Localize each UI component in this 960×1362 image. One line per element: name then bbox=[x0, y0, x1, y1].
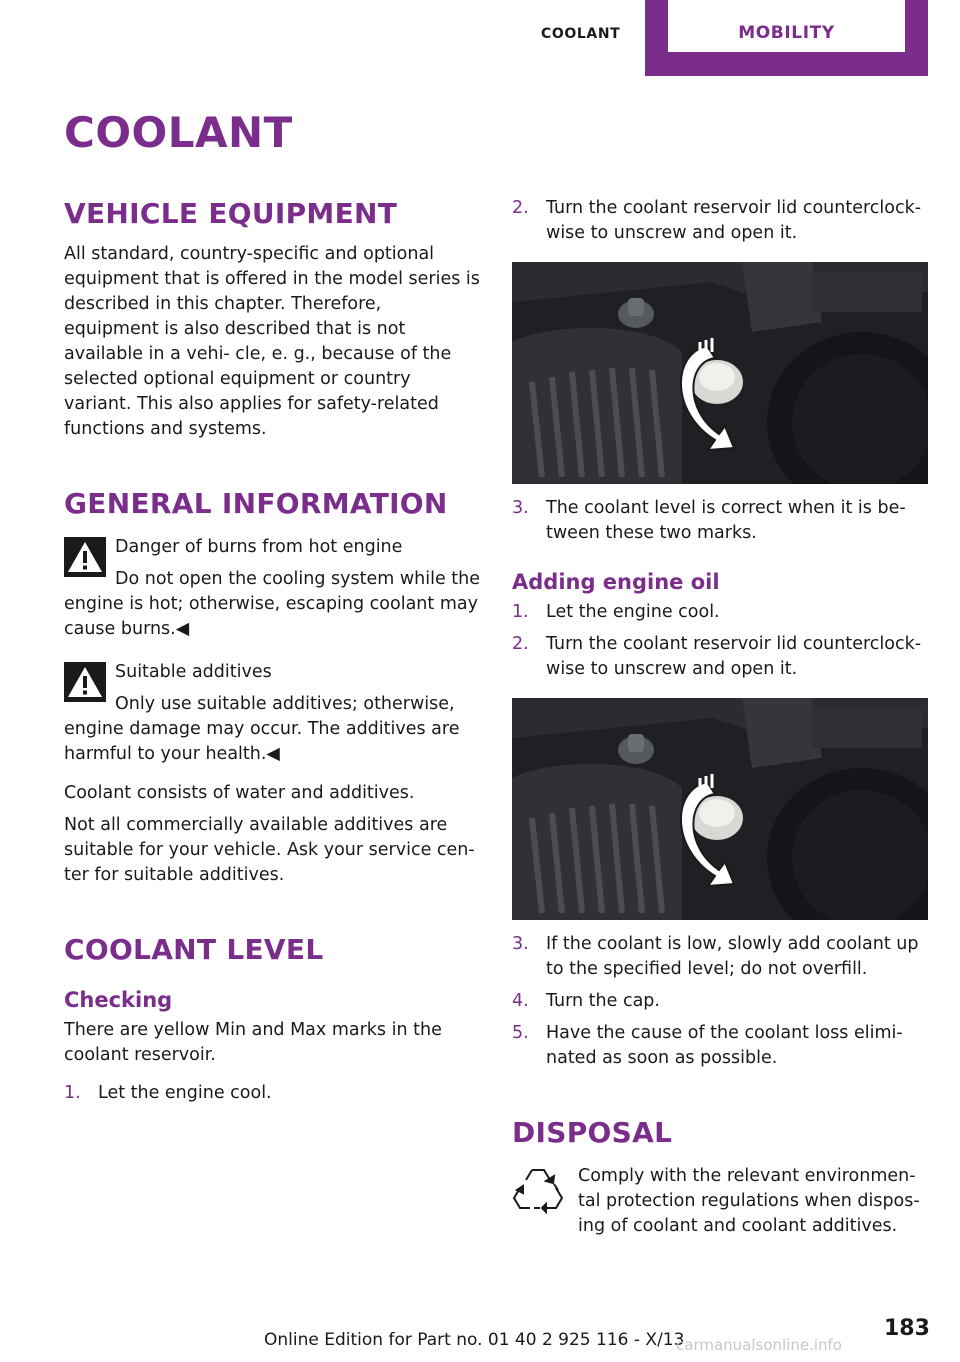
step-number: 3. bbox=[512, 934, 529, 954]
step-text: The coolant level is correct when it is be‐ tween these two marks. bbox=[546, 498, 906, 543]
step-text: Let the engine cool. bbox=[98, 1083, 272, 1103]
page-title: COOLANT bbox=[64, 108, 293, 157]
vehicle-equipment-text: All standard, country-specific and optional equipment that is offered in the model series is described in this chapter. Therefore, equipment is also described that is not available in a vehi‐ cle, e. g., because of the selected optional equipment or country variant. This also applies for safety-related functions and systems. bbox=[64, 244, 480, 439]
warning-body: Do not open the cooling system while the engine is hot; otherwise, escaping coolant may cause burns.◀ bbox=[64, 569, 481, 639]
page-number: 183 bbox=[884, 1316, 930, 1341]
left-column bbox=[64, 196, 480, 1106]
step-number: 1. bbox=[64, 1083, 81, 1103]
disposal-text: Comply with the relevant environmen‐ tal protection regulations when dispos‐ ing of coolant and coolant additives. bbox=[578, 1166, 920, 1236]
header-section-label: COOLANT bbox=[541, 26, 621, 42]
watermark: carmanualsonline.info bbox=[676, 1336, 842, 1354]
chapter-tab[interactable] bbox=[645, 0, 928, 76]
warning-hot-engine bbox=[64, 535, 480, 591]
heading-vehicle-equipment: VEHICLE EQUIPMENT bbox=[64, 197, 398, 230]
general-paragraph: Not all commercially available additives are suitable for your vehicle. Ask your service cen‐ ter for suitable additives. bbox=[64, 815, 475, 885]
warning-icon bbox=[64, 662, 106, 702]
footer-edition: Online Edition for Part no. 01 40 2 925 116 - X/13 bbox=[264, 1330, 685, 1350]
checking-steps-right-a bbox=[512, 196, 928, 246]
step-text: Turn the coolant reservoir lid counterclock‐ wise to unscrew and open it. bbox=[546, 198, 922, 243]
warning-title: Danger of burns from hot engine bbox=[115, 537, 403, 557]
general-paragraph: Coolant consists of water and additives. bbox=[64, 783, 415, 803]
step-number: 3. bbox=[512, 498, 529, 518]
chapter-tab-label: MOBILITY bbox=[668, 0, 905, 52]
subheading-adding-engine-oil: Adding engine oil bbox=[512, 570, 720, 594]
adding-steps-b bbox=[512, 932, 928, 1071]
step-text: Turn the coolant reservoir lid counterclock‐ wise to unscrew and open it. bbox=[546, 634, 922, 679]
adding-steps-a bbox=[512, 600, 928, 682]
warning-additives bbox=[64, 660, 480, 716]
warning-body: Only use suitable additives; otherwise, engine damage may occur. The additives are harmful to your health.◀ bbox=[64, 694, 460, 764]
step-number: 4. bbox=[512, 991, 529, 1011]
list-item bbox=[512, 496, 928, 546]
step-number: 1. bbox=[512, 602, 529, 622]
heading-general-information: GENERAL INFORMATION bbox=[64, 487, 448, 520]
step-number: 5. bbox=[512, 1023, 529, 1043]
step-number: 2. bbox=[512, 198, 529, 218]
subheading-checking: Checking bbox=[64, 988, 173, 1012]
list-item bbox=[64, 1081, 480, 1106]
list-item bbox=[512, 600, 928, 625]
recycle-icon bbox=[512, 1164, 564, 1214]
checking-steps-right-b bbox=[512, 496, 928, 546]
step-text: Let the engine cool. bbox=[546, 602, 720, 622]
warning-title: Suitable additives bbox=[115, 662, 272, 682]
list-item bbox=[512, 989, 928, 1014]
list-item bbox=[512, 1021, 928, 1071]
right-column bbox=[512, 196, 928, 1239]
engine-bay-photo bbox=[512, 698, 928, 920]
checking-text: There are yellow Min and Max marks in the coolant reservoir. bbox=[64, 1020, 442, 1065]
engine-bay-photo bbox=[512, 262, 928, 484]
list-item bbox=[512, 932, 928, 982]
step-text: Have the cause of the coolant loss elimi‐ nated as soon as possible. bbox=[546, 1023, 903, 1068]
step-text: Turn the cap. bbox=[546, 991, 660, 1011]
warning-icon bbox=[64, 537, 106, 577]
checking-steps-left bbox=[64, 1081, 480, 1106]
list-item bbox=[512, 196, 928, 246]
list-item bbox=[512, 632, 928, 682]
heading-disposal: DISPOSAL bbox=[512, 1116, 673, 1149]
heading-coolant-level: COOLANT LEVEL bbox=[64, 933, 324, 966]
step-text: If the coolant is low, slowly add coolant up to the specified level; do not overfill. bbox=[546, 934, 919, 979]
disposal-note bbox=[512, 1164, 928, 1239]
step-number: 2. bbox=[512, 634, 529, 654]
